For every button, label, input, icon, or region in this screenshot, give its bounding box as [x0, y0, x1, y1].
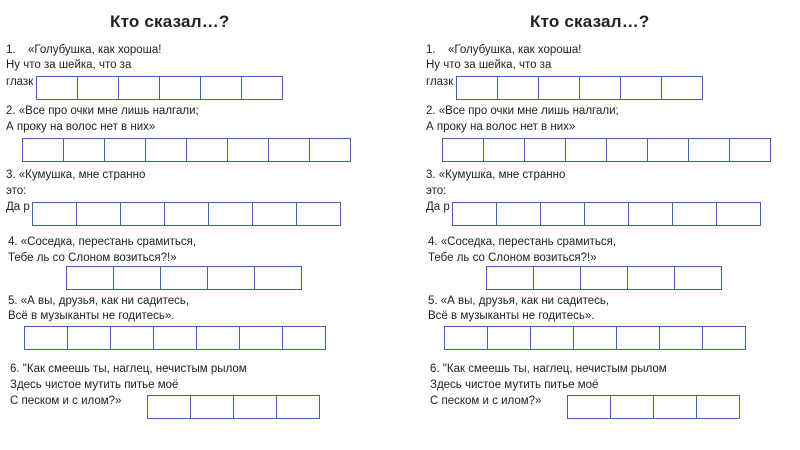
q6-line2: Здесь чистое мутить питье моё: [10, 379, 179, 391]
q6-line1: 6. "Как смеешь ты, наглец, нечистым рылом: [430, 363, 667, 375]
answer-cell[interactable]: [268, 138, 310, 162]
answer-cell[interactable]: [496, 202, 541, 226]
q1-line3: глазк: [6, 76, 34, 88]
q2-answer-grid[interactable]: [442, 138, 770, 162]
answer-cell[interactable]: [196, 326, 240, 350]
answer-cell[interactable]: [580, 266, 628, 290]
answer-cell[interactable]: [24, 326, 68, 350]
q3-line2: это:: [6, 185, 27, 197]
answer-cell[interactable]: [628, 202, 673, 226]
answer-cell[interactable]: [442, 138, 484, 162]
answer-cell[interactable]: [688, 138, 730, 162]
answer-cell[interactable]: [186, 138, 228, 162]
answer-cell[interactable]: [63, 138, 105, 162]
answer-cell[interactable]: [452, 202, 497, 226]
q4-line2: Тебе ль со Слоном возиться?!»: [428, 252, 597, 264]
answer-cell[interactable]: [565, 138, 607, 162]
answer-cell[interactable]: [233, 395, 277, 419]
answer-cell[interactable]: [164, 202, 209, 226]
answer-cell[interactable]: [66, 266, 114, 290]
q1-line1: «Голубушка, как хороша!: [28, 44, 162, 56]
q3-answer-grid[interactable]: [452, 202, 760, 226]
answer-cell[interactable]: [110, 326, 154, 350]
q2-line1: 2. «Все про очки мне лишь налгали;: [6, 105, 199, 117]
answer-cell[interactable]: [530, 326, 574, 350]
answer-cell[interactable]: [716, 202, 761, 226]
q3-line2: это:: [426, 185, 447, 197]
answer-cell[interactable]: [77, 76, 119, 100]
answer-cell[interactable]: [647, 138, 689, 162]
answer-cell[interactable]: [606, 138, 648, 162]
answer-cell[interactable]: [104, 138, 146, 162]
q1-answer-grid[interactable]: [36, 76, 282, 100]
answer-cell[interactable]: [567, 395, 611, 419]
answer-cell[interactable]: [486, 266, 534, 290]
answer-cell[interactable]: [659, 326, 703, 350]
worksheet-right: [420, 0, 800, 450]
q4-line1: 4. «Соседка, перестань срамиться,: [8, 236, 197, 248]
q1-number: 1.: [6, 44, 16, 56]
q6-answer-grid[interactable]: [147, 395, 319, 419]
q1-number: 1.: [426, 44, 436, 56]
answer-cell[interactable]: [497, 76, 539, 100]
worksheet-title: Кто сказал…?: [110, 12, 230, 31]
answer-cell[interactable]: [533, 266, 581, 290]
answer-cell[interactable]: [113, 266, 161, 290]
answer-cell[interactable]: [153, 326, 197, 350]
q2-line2: А проку на волос нет в них»: [426, 121, 576, 133]
q1-line3: глазк: [426, 76, 454, 88]
answer-cell[interactable]: [36, 76, 78, 100]
q6-line2: Здесь чистое мутить питье моё: [430, 379, 599, 391]
answer-cell[interactable]: [190, 395, 234, 419]
answer-cell[interactable]: [309, 138, 351, 162]
answer-cell[interactable]: [296, 202, 341, 226]
q3-line3: Да р: [6, 201, 30, 213]
q2-answer-grid[interactable]: [22, 138, 350, 162]
answer-cell[interactable]: [483, 138, 525, 162]
answer-cell[interactable]: [282, 326, 326, 350]
q5-line1: 5. «А вы, друзья, как ни садитесь,: [428, 295, 610, 307]
answer-cell[interactable]: [254, 266, 302, 290]
answer-cell[interactable]: [456, 76, 498, 100]
answer-cell[interactable]: [118, 76, 160, 100]
answer-cell[interactable]: [627, 266, 675, 290]
answer-cell[interactable]: [67, 326, 111, 350]
q4-answer-grid[interactable]: [66, 266, 301, 290]
answer-cell[interactable]: [159, 76, 201, 100]
answer-cell[interactable]: [616, 326, 660, 350]
answer-cell[interactable]: [702, 326, 746, 350]
q6-line3: С песком и с илом?»: [430, 395, 542, 407]
answer-cell[interactable]: [661, 76, 703, 100]
answer-cell[interactable]: [227, 138, 269, 162]
q5-line2: Всё в музыканты не годитесь».: [8, 310, 175, 322]
q3-line3: Да р: [426, 201, 450, 213]
q3-answer-grid[interactable]: [32, 202, 340, 226]
answer-cell[interactable]: [76, 202, 121, 226]
q5-answer-grid[interactable]: [444, 326, 745, 350]
q1-line2: Ну что за шейка, что за: [6, 59, 132, 71]
worksheet-title: Кто сказал…?: [530, 12, 650, 31]
answer-cell[interactable]: [573, 326, 617, 350]
answer-cell[interactable]: [653, 395, 697, 419]
answer-cell[interactable]: [620, 76, 662, 100]
answer-cell[interactable]: [672, 202, 717, 226]
answer-cell[interactable]: [674, 266, 722, 290]
answer-cell[interactable]: [145, 138, 187, 162]
q3-line1: 3. «Кумушка, мне странно: [426, 169, 566, 181]
q4-line2: Тебе ль со Слоном возиться?!»: [8, 252, 177, 264]
answer-cell[interactable]: [160, 266, 208, 290]
answer-cell[interactable]: [252, 202, 297, 226]
answer-cell[interactable]: [200, 76, 242, 100]
answer-cell[interactable]: [120, 202, 165, 226]
q4-answer-grid[interactable]: [486, 266, 721, 290]
answer-cell[interactable]: [32, 202, 77, 226]
q5-line2: Всё в музыканты не годитесь».: [428, 310, 595, 322]
answer-cell[interactable]: [610, 395, 654, 419]
answer-cell[interactable]: [241, 76, 283, 100]
q6-answer-grid[interactable]: [567, 395, 739, 419]
answer-cell[interactable]: [584, 202, 629, 226]
answer-cell[interactable]: [579, 76, 621, 100]
answer-cell[interactable]: [538, 76, 580, 100]
answer-cell[interactable]: [239, 326, 283, 350]
answer-cell[interactable]: [444, 326, 488, 350]
q4-line1: 4. «Соседка, перестань срамиться,: [428, 236, 617, 248]
q1-answer-grid[interactable]: [456, 76, 702, 100]
answer-cell[interactable]: [524, 138, 566, 162]
answer-cell[interactable]: [22, 138, 64, 162]
q5-line1: 5. «А вы, друзья, как ни садитесь,: [8, 295, 190, 307]
answer-cell[interactable]: [276, 395, 320, 419]
answer-cell[interactable]: [147, 395, 191, 419]
answer-cell[interactable]: [207, 266, 255, 290]
q3-line1: 3. «Кумушка, мне странно: [6, 169, 146, 181]
q5-answer-grid[interactable]: [24, 326, 325, 350]
answer-cell[interactable]: [208, 202, 253, 226]
q2-line2: А проку на волос нет в них»: [6, 121, 156, 133]
q1-line1: «Голубушка, как хороша!: [448, 44, 582, 56]
q1-line2: Ну что за шейка, что за: [426, 59, 552, 71]
answer-cell[interactable]: [696, 395, 740, 419]
q2-line1: 2. «Все про очки мне лишь налгали;: [426, 105, 619, 117]
q6-line3: С песком и с илом?»: [10, 395, 122, 407]
q6-line1: 6. "Как смеешь ты, наглец, нечистым рылом: [10, 363, 247, 375]
answer-cell[interactable]: [540, 202, 585, 226]
answer-cell[interactable]: [487, 326, 531, 350]
answer-cell[interactable]: [729, 138, 771, 162]
